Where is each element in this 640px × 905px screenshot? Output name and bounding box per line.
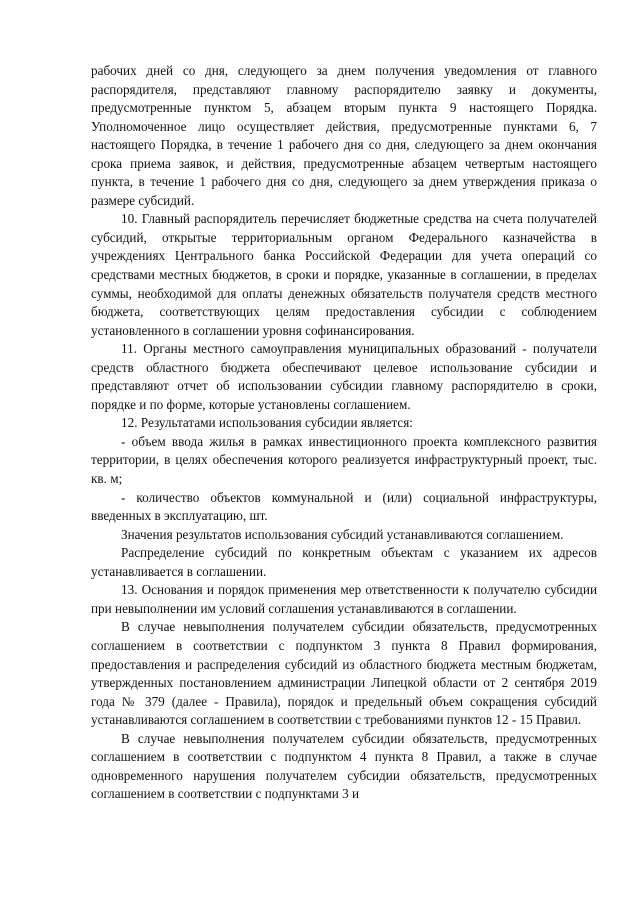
paragraph-item-12: 12. Результатами использования субсидии является:	[121, 415, 413, 431]
document-body	[91, 62, 597, 804]
paragraph-penalty-subpoint-4: В случае невыполнения получателем субсидии обязательств, предусмотренных соглашением в соответствии с подпунктом 4 пункта 8 Правил, а также в случае одновременного нарушения получателем субсидии обязательств, предусмотренных соглашением в соответствии с подпунктами 3 и	[91, 730, 597, 802]
paragraph-penalty-subpoint-3: В случае невыполнения получателем субсидии обязательств, предусмотренных соглашением в соответствии с подпунктом 3 пункта 8 Правил формирования, предоставления и распределения субсидий из областного бюджета местным бюджетам, утвержденных постановлением администрации Липецкой области от 2 сентября 2019 года № 379 (далее - Правила), порядок и предельный объем сокращения субсидий устанавливаются соглашением в соответствии с требованиями пунктов 12 - 15 Правил.	[91, 619, 597, 728]
paragraph-result-values: Значения результатов использования субсидий устанавливаются соглашением.	[121, 526, 564, 542]
paragraph-continuation: рабочих дней со дня, следующего за днем получения уведомления от главного распорядителя, представляют главному распорядителю заявку и документы, предусмотренные пунктом 5, абзацем вторым пункта 9 настоящего Порядка. Уполномоченное лицо осуществляет действия, предусмотренные пунктами 6, 7 настоящего Порядка, в течение 1 рабочего дня со дня, следующего за днем окончания срока приема заявок, и действия, предусмотренные абзацем четвертым настоящего пункта, в течение 1 рабочего дня со дня, следующего за днем утверждения приказа о размере субсидий.	[91, 63, 597, 208]
paragraph-item-10: 10. Главный распорядитель перечисляет бюджетные средства на счета получателей субсидий, открытые территориальным органом Федерального казначейства в учреждениях Центрального банка Российской Федерации для учета операций со средствами местных бюджетов, в сроки и порядке, указанные в соглашении, в пределах суммы, необходимой для оплаты денежных обязательств получателя средств местного бюджета, соответствующих целям предоставления субсидии с соблюдением установленного в соглашении уровня софинансирования.	[91, 211, 597, 338]
list-item-housing: - объем ввода жилья в рамках инвестиционного проекта комплексного развития территории, в целях обеспечения которого реализуется инфраструктурный проект, тыс. кв. м;	[91, 433, 597, 487]
paragraph-item-11: 11. Органы местного самоуправления муниципальных образований - получатели средств областного бюджета обеспечивают целевое использование субсидии и представляют отчет об использовании субсидии главному распорядителю в сроки, порядке и по форме, которые установлены соглашением.	[91, 341, 597, 412]
paragraph-item-13: 13. Основания и порядок применения мер ответственности к получателю субсидии при невыполнении им условий соглашения устанавливаются в соглашении.	[91, 582, 597, 616]
list-item-infrastructure: - количество объектов коммунальной и (или) социальной инфраструктуры, введенных в эксплуатацию, шт.	[91, 489, 597, 524]
paragraph-distribution: Распределение субсидий по конкретным объектам с указанием их адресов устанавливается в соглашении.	[91, 545, 597, 579]
